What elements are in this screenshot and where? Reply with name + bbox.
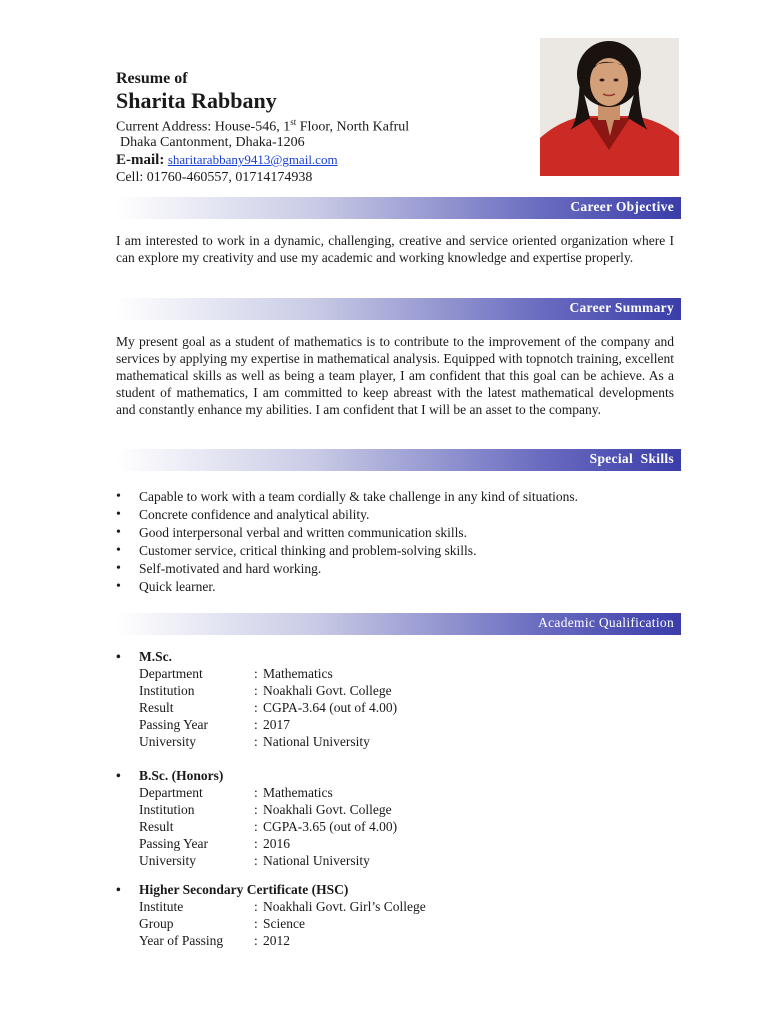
degree-row: Institution : Noakhali Govt. College [139,683,392,698]
skills-list [116,488,578,596]
list-item: • Good interpersonal verbal and written communication skills. [116,524,578,542]
list-item: • Self-motivated and hard working. [116,560,578,578]
degree-bsc [116,767,397,869]
degree-row: Result : CGPA-3.65 (out of 4.00) [139,819,398,834]
degree-title: • B.Sc. (Honors) [116,767,397,784]
section-header-special-skills: Special Skills [116,449,681,471]
list-item: • Quick learner. [116,578,578,596]
list-item: • Customer service, critical thinking and problem-solving skills. [116,542,578,560]
degree-row: Institution : Noakhali Govt. College [139,802,392,817]
degree-row: Institute : Noakhali Govt. Girl’s College [139,899,426,914]
candidate-name: Sharita Rabbany [116,88,277,113]
section-header-academic-qualification: Academic Qualification [116,613,681,635]
address-line-2: Dhaka Cantonment, Dhaka-1206 [120,135,305,150]
degree-title: • M.Sc. [116,648,397,665]
degree-row: Department : Mathematics [139,666,333,681]
email-line [116,152,338,169]
section-header-career-summary: Career Summary [116,298,681,320]
degree-row: Group : Science [139,916,305,931]
email-link[interactable]: sharitarabbany9413@gmail.com [167,152,338,167]
degree-row: Passing Year : 2017 [139,717,290,732]
resume-of-label: Resume of [116,70,188,87]
list-item: • Capable to work with a team cordially & take challenge in any kind of situations. [116,488,578,506]
degree-row: Year of Passing : 2012 [139,933,290,948]
address-line-1: Current Address: House-546, 1st Floor, North Kafrul [116,117,410,135]
career-summary-text: My present goal as a student of mathematics is to contribute to the improvement of the company and services by applying my expertise in mathematical analysis. Equipped with topnotch training, excellent mathematical skills as well as being a team player, I am confident that this goal can be achieve. As a student of mathematics, I am committed to keep abreast with the latest mathematical developments and constantly enhance my abilities. I am confident that I will be an asset to the company. [116,334,674,417]
degree-msc [116,648,397,750]
profile-photo [540,38,679,176]
email-label: E-mail: [116,152,165,168]
degree-hsc [116,881,426,949]
degree-row: Passing Year : 2016 [139,836,290,851]
degree-row: University : National University [139,734,370,749]
degree-row: University : National University [139,853,370,868]
degree-row: Result : CGPA-3.64 (out of 4.00) [139,700,398,715]
degree-title: • Higher Secondary Certificate (HSC) [116,881,426,898]
career-objective-text: I am interested to work in a dynamic, challenging, creative and service oriented organization where I can explore my creativity and use my academic and working knowledge and expertise properly. [116,233,674,265]
cell-numbers: Cell: 01760-460557, 01714174938 [116,170,313,185]
list-item: • Concrete confidence and analytical ability. [116,506,578,524]
section-header-career-objective: Career Objective [116,197,681,219]
degree-row: Department : Mathematics [139,785,333,800]
